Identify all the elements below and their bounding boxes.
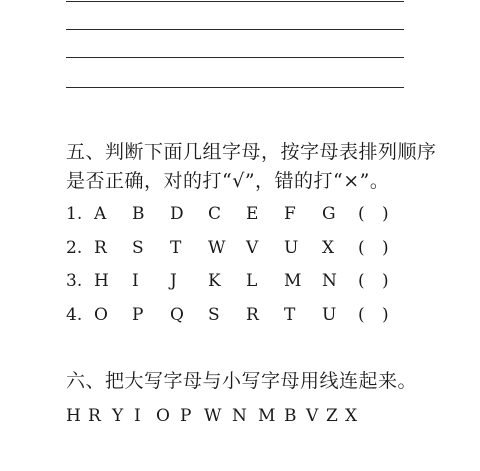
answer-blank[interactable]: ( ) <box>358 204 395 224</box>
answer-line <box>66 57 404 58</box>
uppercase-letter: V <box>306 406 319 426</box>
letter: Q <box>170 305 184 325</box>
row-number: 2. <box>66 238 83 258</box>
letter: S <box>132 238 144 258</box>
answer-line <box>66 29 404 30</box>
letter-order-row <box>0 304 480 326</box>
answer-blank[interactable]: ( ) <box>358 238 395 258</box>
letter: R <box>94 238 107 258</box>
letter-order-row <box>0 270 480 292</box>
answer-line <box>66 87 404 88</box>
row-number: 4. <box>66 305 83 325</box>
letter: P <box>132 305 144 325</box>
letter: E <box>246 204 259 224</box>
letter: C <box>208 204 222 224</box>
section5-title-line1: 五、判断下面几组字母，按字母表排列顺序 <box>66 141 437 163</box>
letter: M <box>284 271 302 291</box>
section5-title-line2: 是否正确，对的打“√”，错的打“×”。 <box>66 170 390 192</box>
letter: W <box>208 238 226 258</box>
letter: V <box>246 238 259 258</box>
letter: D <box>170 204 184 224</box>
uppercase-letter: Y <box>112 406 124 426</box>
letter: O <box>94 305 108 325</box>
uppercase-letter: I <box>134 406 141 426</box>
answer-blank[interactable]: ( ) <box>358 271 395 291</box>
uppercase-letter: W <box>204 406 222 426</box>
letter: T <box>284 305 296 325</box>
letter: B <box>132 204 145 224</box>
letter: R <box>246 305 259 325</box>
row-number: 1. <box>66 204 83 224</box>
uppercase-letter: B <box>284 406 297 426</box>
letter: U <box>284 238 299 258</box>
letter: F <box>284 204 296 224</box>
uppercase-letter: H <box>66 406 81 426</box>
letter: A <box>94 204 107 224</box>
letter: X <box>322 238 335 258</box>
letter-order-row <box>0 237 480 259</box>
uppercase-letter-row <box>0 405 480 427</box>
letter: K <box>208 271 221 291</box>
uppercase-letter: N <box>232 406 247 426</box>
uppercase-letter: Z <box>326 406 338 426</box>
uppercase-letter: R <box>88 406 101 426</box>
uppercase-letter: M <box>258 406 276 426</box>
letter: I <box>132 271 139 291</box>
uppercase-letter: O <box>156 406 170 426</box>
letter-order-row <box>0 203 480 225</box>
row-number: 3. <box>66 271 83 291</box>
letter: H <box>94 271 109 291</box>
uppercase-letter: P <box>180 406 192 426</box>
letter: S <box>208 305 220 325</box>
letter: J <box>170 271 177 291</box>
letter: G <box>322 204 336 224</box>
letter: L <box>246 271 258 291</box>
letter: T <box>170 238 182 258</box>
letter: N <box>322 271 337 291</box>
section6-title: 六、把大写字母与小写字母用线连起来。 <box>66 370 418 392</box>
answer-blank[interactable]: ( ) <box>358 305 395 325</box>
answer-line <box>66 1 404 2</box>
uppercase-letter: X <box>345 406 358 426</box>
letter: U <box>322 305 337 325</box>
